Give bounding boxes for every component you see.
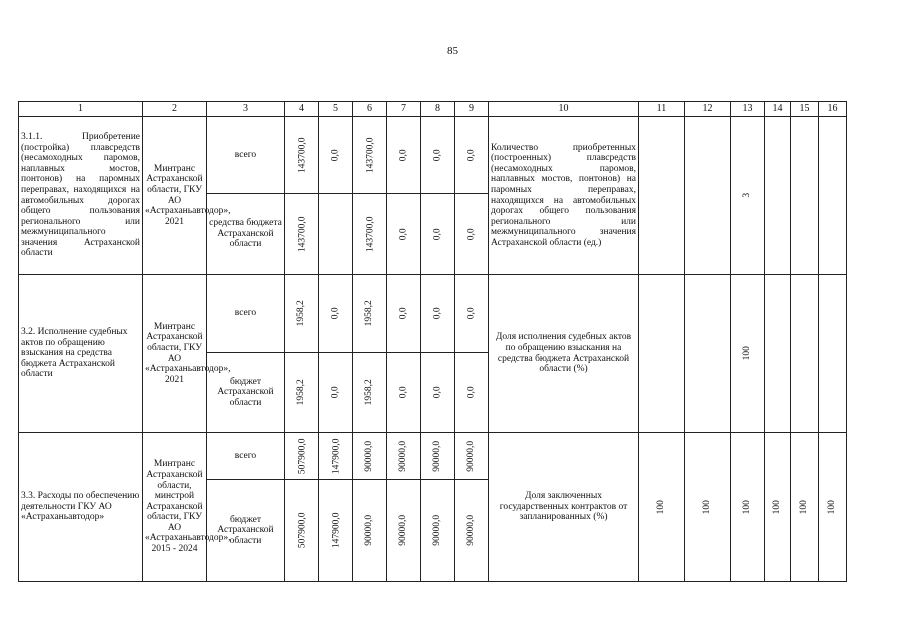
source-label: всего — [207, 275, 285, 353]
header-cell: 10 — [489, 102, 639, 117]
value-cell — [319, 194, 353, 275]
indicator-cell: Доля заключенных государственных контрактов от запланированных (%) — [489, 433, 639, 582]
indicator-cell: Количество приобретенных (построенных) плавсредств (несамоходных паромов, наплавных мостов, понтонов) на паромных переправах, находящихся на автомобильных дорогах общего пользования регионального или межмуниципального значения Астраханской области (ед.) — [489, 117, 639, 275]
value-cell — [285, 275, 319, 353]
value-cell — [353, 480, 387, 582]
value-cell — [285, 117, 319, 194]
header-cell: 6 — [353, 102, 387, 117]
value-text: 90000,0 — [432, 440, 443, 472]
value-text: 0,0 — [432, 307, 443, 320]
value-text: 90000,0 — [466, 440, 477, 472]
header-cell: 5 — [319, 102, 353, 117]
target-cell — [685, 275, 731, 433]
value-cell — [421, 117, 455, 194]
header-cell: 3 — [207, 102, 285, 117]
value-cell — [353, 117, 387, 194]
value-text: 143700,0 — [297, 137, 308, 173]
source-label: всего — [207, 117, 285, 194]
value-cell — [387, 353, 421, 433]
header-cell: 14 — [765, 102, 791, 117]
target-cell — [731, 433, 765, 582]
target-cell — [639, 433, 685, 582]
value-text: 507900,0 — [297, 438, 308, 474]
value-cell — [421, 353, 455, 433]
value-text: 0,0 — [432, 228, 443, 240]
value-cell — [285, 480, 319, 582]
target-cell — [685, 117, 731, 275]
value-cell — [285, 353, 319, 433]
value-text: 147900,0 — [331, 438, 342, 474]
value-text: 147900,0 — [331, 512, 342, 549]
value-text: 1958,2 — [364, 379, 375, 406]
value-text: 0,0 — [432, 386, 443, 399]
header-cell: 11 — [639, 102, 685, 117]
value-text: 143700,0 — [365, 137, 376, 173]
header-cell: 12 — [685, 102, 731, 117]
value-text: 0,0 — [398, 307, 409, 320]
value-text: 1958,2 — [296, 300, 307, 327]
header-cell: 9 — [455, 102, 489, 117]
value-cell — [455, 433, 489, 480]
target-text: 100 — [702, 499, 713, 515]
source-label: всего — [207, 433, 285, 480]
header-cell: 16 — [819, 102, 847, 117]
value-cell — [387, 194, 421, 275]
target-cell — [765, 117, 791, 275]
source-label: бюджет Астраханской области — [207, 480, 285, 582]
executor-cell: Минтранс Астраханской области, минстрой Астраханской области, ГКУ АО «Астраханьавтодор», 2015 - 2024 — [143, 433, 207, 582]
target-cell — [791, 275, 819, 433]
measure-name: 3.2. Исполнение судебных актов по обращению взыскания на средства бюджета Астраханской области — [19, 275, 143, 433]
target-text: 3 — [742, 193, 753, 198]
header-cell: 13 — [731, 102, 765, 117]
value-cell — [421, 480, 455, 582]
value-cell — [353, 194, 387, 275]
target-cell — [791, 433, 819, 582]
value-cell — [421, 194, 455, 275]
executor-cell: Минтранс Астраханской области, ГКУ АО «Астраханьавтодор», 2021 — [143, 275, 207, 433]
value-cell — [319, 353, 353, 433]
value-text: 90000,0 — [398, 440, 409, 472]
value-text: 507900,0 — [297, 512, 308, 549]
value-text: 0,0 — [466, 386, 477, 399]
value-text: 0,0 — [466, 228, 477, 240]
value-text: 90000,0 — [398, 515, 409, 546]
target-cell — [791, 117, 819, 275]
value-text: 1958,2 — [364, 300, 375, 327]
target-text: 100 — [742, 346, 753, 361]
value-text: 0,0 — [330, 149, 341, 161]
value-text: 0,0 — [330, 307, 341, 320]
value-cell — [455, 275, 489, 353]
value-text: 0,0 — [398, 386, 409, 399]
value-cell — [387, 480, 421, 582]
target-cell — [731, 117, 765, 275]
source-label: средства бюджета Астраханской области — [207, 194, 285, 275]
target-cell — [819, 433, 847, 582]
target-cell — [731, 275, 765, 433]
value-cell — [353, 275, 387, 353]
value-cell — [319, 117, 353, 194]
value-text: 90000,0 — [364, 515, 375, 546]
value-cell — [387, 433, 421, 480]
value-cell — [353, 433, 387, 480]
value-text: 143700,0 — [297, 216, 308, 252]
target-text: 100 — [742, 499, 753, 515]
target-cell — [639, 275, 685, 433]
header-cell: 7 — [387, 102, 421, 117]
measure-name: 3.1.1. Приобретение (постройка) плавсредств (несамоходных паромов, наплавных мостов, понтонов) на паромных переправах, находящихся на автомобильных дорогах общего пользования регионального или межмуниципального значения Астраханской области — [19, 117, 143, 275]
header-cell: 15 — [791, 102, 819, 117]
header-cell: 8 — [421, 102, 455, 117]
value-text: 0,0 — [398, 149, 409, 161]
target-text: 100 — [799, 499, 810, 515]
table-row — [19, 275, 847, 353]
target-text: 100 — [656, 499, 667, 515]
value-text: 90000,0 — [364, 440, 375, 472]
target-cell — [685, 433, 731, 582]
indicator-cell: Доля исполнения судебных актов по обращению взыскания на средства бюджета Астраханской области (%) — [489, 275, 639, 433]
measure-name: 3.3. Расходы по обеспечению деятельности ГКУ АО «Астраханьавтодор» — [19, 433, 143, 582]
value-cell — [285, 194, 319, 275]
value-cell — [319, 480, 353, 582]
executor-cell: Минтранс Астраханской области, ГКУ АО «Астраханьавтодор», 2021 — [143, 117, 207, 275]
value-cell — [455, 117, 489, 194]
target-text: 100 — [772, 499, 783, 515]
value-text: 0,0 — [466, 307, 477, 320]
value-text: 143700,0 — [365, 216, 376, 252]
table-row — [19, 433, 847, 480]
value-text: 0,0 — [466, 149, 477, 161]
target-cell — [819, 117, 847, 275]
header-cell: 2 — [143, 102, 207, 117]
header-cell: 1 — [19, 102, 143, 117]
target-cell — [765, 433, 791, 582]
value-cell — [387, 117, 421, 194]
target-text: 100 — [827, 499, 838, 515]
value-cell — [455, 480, 489, 582]
value-cell — [285, 433, 319, 480]
value-cell — [421, 275, 455, 353]
value-text: 0,0 — [398, 228, 409, 240]
program-table — [18, 101, 847, 582]
value-text: 1958,2 — [296, 379, 307, 406]
value-text: 90000,0 — [432, 515, 443, 546]
value-cell — [455, 353, 489, 433]
target-cell — [639, 117, 685, 275]
value-text: 90000,0 — [466, 515, 477, 546]
value-cell — [319, 275, 353, 353]
value-cell — [421, 433, 455, 480]
value-cell — [319, 433, 353, 480]
target-cell — [819, 275, 847, 433]
target-cell — [765, 275, 791, 433]
value-text: 0,0 — [432, 149, 443, 161]
source-label: бюджет Астраханской области — [207, 353, 285, 433]
table-row — [19, 117, 847, 194]
value-cell — [455, 194, 489, 275]
header-row — [19, 102, 847, 117]
page-number: 85 — [447, 45, 458, 57]
value-text: 0,0 — [330, 386, 341, 399]
header-cell: 4 — [285, 102, 319, 117]
value-cell — [387, 275, 421, 353]
value-cell — [353, 353, 387, 433]
